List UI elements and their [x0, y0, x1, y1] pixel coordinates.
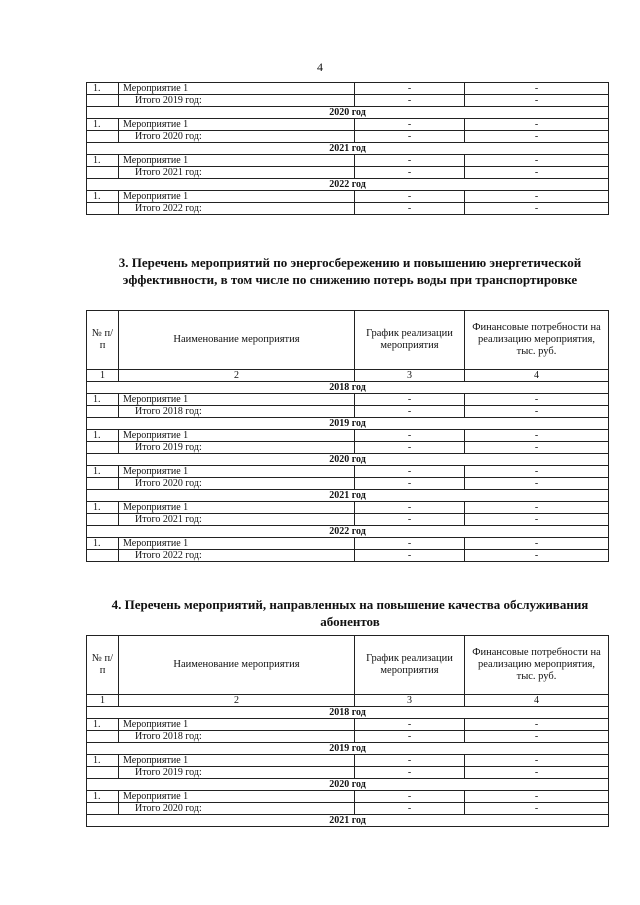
schedule-value: - — [355, 538, 465, 550]
financing-value: - — [465, 191, 609, 203]
schedule-value: - — [355, 466, 465, 478]
row-number — [87, 550, 119, 562]
table-row — [87, 502, 609, 514]
measure-name: Мероприятие 1 — [119, 466, 355, 478]
schedule-value: - — [355, 803, 465, 815]
row-number: 1. — [87, 466, 119, 478]
row-number — [87, 95, 119, 107]
row-number: 1. — [87, 538, 119, 550]
row-number — [87, 803, 119, 815]
total-row — [87, 478, 609, 490]
measure-name: Итого 2022 год: — [119, 550, 355, 562]
row-number — [87, 131, 119, 143]
year-label: 2021 год — [87, 490, 609, 502]
measure-name: Мероприятие 1 — [119, 538, 355, 550]
service-quality-measures-table — [86, 635, 609, 827]
column-number: 2 — [119, 695, 355, 707]
measure-name: Мероприятие 1 — [119, 791, 355, 803]
year-label: 2020 год — [87, 107, 609, 119]
row-number: 1. — [87, 755, 119, 767]
measure-name: Итого 2020 год: — [119, 478, 355, 490]
year-label: 2019 год — [87, 743, 609, 755]
year-label: 2018 год — [87, 707, 609, 719]
total-row — [87, 442, 609, 454]
table-row — [87, 83, 609, 95]
measure-name: Мероприятие 1 — [119, 430, 355, 442]
year-label: 2019 год — [87, 418, 609, 430]
schedule-value: - — [355, 191, 465, 203]
year-label: 2021 год — [87, 143, 609, 155]
measure-name: Итого 2022 год: — [119, 203, 355, 215]
financing-value: - — [465, 803, 609, 815]
schedule-value: - — [355, 167, 465, 179]
year-row — [87, 526, 609, 538]
financing-value: - — [465, 478, 609, 490]
financing-value: - — [465, 767, 609, 779]
measure-name: Итого 2018 год: — [119, 731, 355, 743]
schedule-value: - — [355, 155, 465, 167]
financing-value: - — [465, 719, 609, 731]
header-financing: Финансовые потребности на реализацию мероприятия, тыс. руб. — [465, 636, 609, 695]
column-number: 1 — [87, 370, 119, 382]
year-row — [87, 179, 609, 191]
column-number-row — [87, 370, 609, 382]
financing-value: - — [465, 550, 609, 562]
total-row — [87, 731, 609, 743]
measure-name: Мероприятие 1 — [119, 755, 355, 767]
financing-value: - — [465, 131, 609, 143]
section-3-title: 3. Перечень мероприятий по энергосбережению и повышению энергетической эффективности, в том числе по снижению потерь воды при транспортировке — [118, 255, 582, 287]
measure-name: Мероприятие 1 — [119, 394, 355, 406]
schedule-value: - — [355, 119, 465, 131]
schedule-value: - — [355, 767, 465, 779]
financing-value: - — [465, 731, 609, 743]
table-row — [87, 791, 609, 803]
column-number: 4 — [465, 695, 609, 707]
table-header-row — [87, 311, 609, 370]
year-label: 2020 год — [87, 779, 609, 791]
schedule-value: - — [355, 514, 465, 526]
financing-value: - — [465, 119, 609, 131]
row-number — [87, 442, 119, 454]
row-number: 1. — [87, 155, 119, 167]
schedule-value: - — [355, 791, 465, 803]
financing-value: - — [465, 406, 609, 418]
measure-name: Мероприятие 1 — [119, 719, 355, 731]
schedule-value: - — [355, 394, 465, 406]
column-number: 2 — [119, 370, 355, 382]
row-number: 1. — [87, 83, 119, 95]
row-number: 1. — [87, 394, 119, 406]
row-number: 1. — [87, 502, 119, 514]
table-row — [87, 394, 609, 406]
schedule-value: - — [355, 719, 465, 731]
column-number: 4 — [465, 370, 609, 382]
table-row — [87, 466, 609, 478]
financing-value: - — [465, 394, 609, 406]
measure-name: Итого 2020 год: — [119, 131, 355, 143]
row-number — [87, 514, 119, 526]
header-number: № п/п — [87, 636, 119, 695]
total-row — [87, 167, 609, 179]
schedule-value: - — [355, 755, 465, 767]
table-row — [87, 755, 609, 767]
row-number — [87, 731, 119, 743]
financing-value: - — [465, 791, 609, 803]
total-row — [87, 514, 609, 526]
table-row — [87, 719, 609, 731]
measure-name: Мероприятие 1 — [119, 191, 355, 203]
table-body — [87, 83, 609, 215]
measure-name: Мероприятие 1 — [119, 155, 355, 167]
column-number-row — [87, 695, 609, 707]
financing-value: - — [465, 502, 609, 514]
total-row — [87, 95, 609, 107]
measure-name: Итого 2019 год: — [119, 95, 355, 107]
column-number: 3 — [355, 695, 465, 707]
column-number: 1 — [87, 695, 119, 707]
financing-value: - — [465, 755, 609, 767]
measure-name: Мероприятие 1 — [119, 83, 355, 95]
total-row — [87, 767, 609, 779]
header-schedule: График реализации мероприятия — [355, 311, 465, 370]
row-number — [87, 767, 119, 779]
schedule-value: - — [355, 95, 465, 107]
year-label: 2018 год — [87, 382, 609, 394]
schedule-value: - — [355, 430, 465, 442]
year-label: 2021 год — [87, 815, 609, 827]
table-header-row — [87, 636, 609, 695]
total-row — [87, 406, 609, 418]
measure-name: Итого 2021 год: — [119, 514, 355, 526]
measure-name: Итого 2019 год: — [119, 442, 355, 454]
page-number: 4 — [317, 60, 323, 74]
financing-value: - — [465, 83, 609, 95]
schedule-value: - — [355, 731, 465, 743]
column-number: 3 — [355, 370, 465, 382]
year-row — [87, 418, 609, 430]
schedule-value: - — [355, 442, 465, 454]
year-row — [87, 454, 609, 466]
measures-table-continued — [86, 82, 609, 215]
year-label: 2020 год — [87, 454, 609, 466]
row-number — [87, 406, 119, 418]
year-row — [87, 815, 609, 827]
measure-name: Итого 2019 год: — [119, 767, 355, 779]
row-number — [87, 167, 119, 179]
year-row — [87, 490, 609, 502]
schedule-value: - — [355, 406, 465, 418]
measure-name: Мероприятие 1 — [119, 119, 355, 131]
row-number: 1. — [87, 791, 119, 803]
table-row — [87, 155, 609, 167]
row-number: 1. — [87, 430, 119, 442]
schedule-value: - — [355, 131, 465, 143]
schedule-value: - — [355, 478, 465, 490]
table-body — [87, 382, 609, 562]
header-schedule: График реализации мероприятия — [355, 636, 465, 695]
year-row — [87, 779, 609, 791]
schedule-value: - — [355, 83, 465, 95]
year-row — [87, 382, 609, 394]
financing-value: - — [465, 514, 609, 526]
financing-value: - — [465, 203, 609, 215]
row-number: 1. — [87, 191, 119, 203]
schedule-value: - — [355, 550, 465, 562]
header-measure-name: Наименование мероприятия — [119, 636, 355, 695]
year-label: 2022 год — [87, 526, 609, 538]
measure-name: Мероприятие 1 — [119, 502, 355, 514]
row-number: 1. — [87, 119, 119, 131]
energy-saving-measures-table — [86, 310, 609, 562]
header-measure-name: Наименование мероприятия — [119, 311, 355, 370]
table-row — [87, 191, 609, 203]
measure-name: Итого 2018 год: — [119, 406, 355, 418]
total-row — [87, 203, 609, 215]
schedule-value: - — [355, 502, 465, 514]
year-row — [87, 107, 609, 119]
year-row — [87, 143, 609, 155]
financing-value: - — [465, 466, 609, 478]
table-row — [87, 430, 609, 442]
row-number: 1. — [87, 719, 119, 731]
table-row — [87, 538, 609, 550]
financing-value: - — [465, 442, 609, 454]
financing-value: - — [465, 538, 609, 550]
measure-name: Итого 2020 год: — [119, 803, 355, 815]
header-number: № п/п — [87, 311, 119, 370]
financing-value: - — [465, 155, 609, 167]
year-row — [87, 743, 609, 755]
financing-value: - — [465, 167, 609, 179]
schedule-value: - — [355, 203, 465, 215]
row-number — [87, 203, 119, 215]
measure-name: Итого 2021 год: — [119, 167, 355, 179]
financing-value: - — [465, 95, 609, 107]
table-body — [87, 707, 609, 827]
year-row — [87, 707, 609, 719]
total-row — [87, 131, 609, 143]
header-financing: Финансовые потребности на реализацию мероприятия, тыс. руб. — [465, 311, 609, 370]
financing-value: - — [465, 430, 609, 442]
section-4-title: 4. Перечень мероприятий, направленных на повышение качества обслуживания абонентов — [111, 597, 589, 629]
year-label: 2022 год — [87, 179, 609, 191]
total-row — [87, 550, 609, 562]
row-number — [87, 478, 119, 490]
total-row — [87, 803, 609, 815]
table-row — [87, 119, 609, 131]
